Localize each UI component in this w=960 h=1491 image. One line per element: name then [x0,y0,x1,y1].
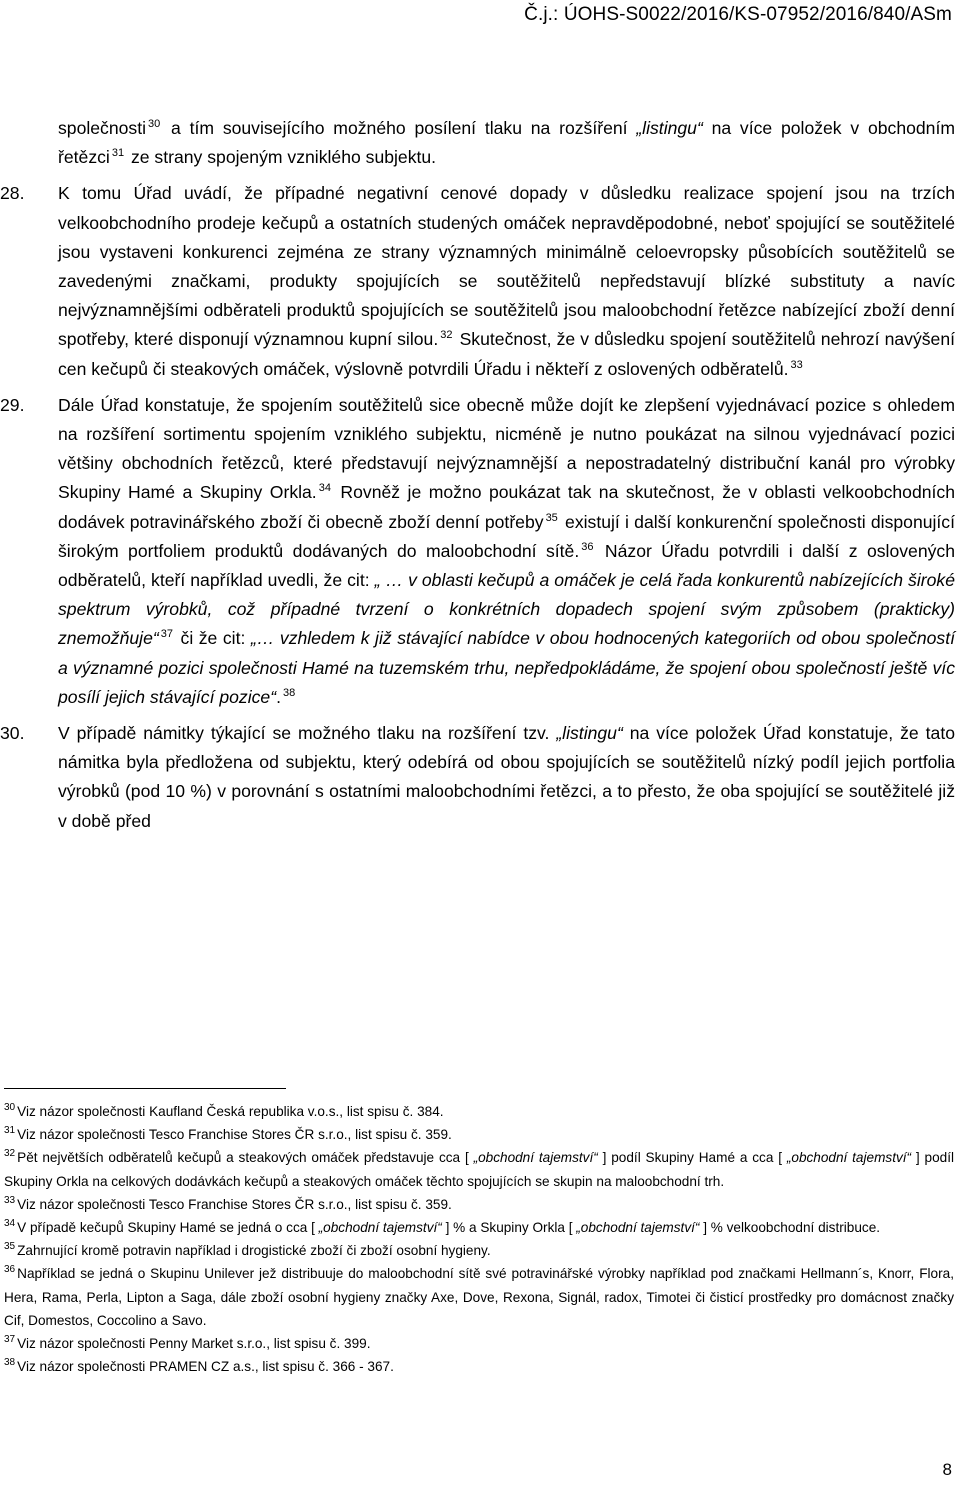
paragraph-30: 30. V případě námitky týkající se možného tlaku na rozšíření tzv. „listingu“ na více položek Úřad konstatuje, že tato námitka byla předložena od subjektu, který odebírá od obou spojujících se soutěžitelů nízký podíl jejich portfolia výrobků (pod 10 %) v porovnání s ostatními maloobchodními řetězci, a to přesto, že oba spojující se soutěžitelé již v době před [58,719,955,836]
footnote-ref-32[interactable]: 32 [440,329,453,342]
footnote-ref-30[interactable]: 30 [148,118,161,130]
footnote-37: $^{37}$ Viz názor společnosti Penny Market s.r.o., list spisu č. 399. [4,1334,371,1352]
paragraph-29: 29. Dále Úřad konstatuje, že spojením soutěžitelů sice obecně může dojít ke zlepšení vyjednávací pozice s ohledem na rozšíření sortimentu spojením vzniklého subjektu, nicméně je nutno poukázat na silnou vyjednávací pozici většiny obchodních řetězců, které představují nejvýznamnější a nepostradatelný distribuční kanál pro výrobky Skupiny Hamé a Skupiny Orkla. $^{34}$ Rovněž je možno poukázat tak na skutečnost, že v oblasti velkoobchodních dodávek potravinářského zboží či obecně zboží denní potřeby $^{35}$ existují i další konkurenční společnosti disponující širokým portfoliem produktů dodávaných do maloobchodní sítě. $^{36}$ Názor Úřadu potvrdili i další z oslovených odběratelů, kteří například uvedli, že cit: „ … v oblasti kečupů a omáček je celá řada konkurentů nabízejících široké spektrum výrobků, což případné tvrzení o konkrétních dopadech spojení svým způsobem (prakticky) znemožňuje“ $^{37}$ či že cit: „… vzhledem k již stávající nabídce v obou hodnocených kategoriích od obou společností a významné pozici společnosti Hamé na tuzemském trhu, nepředpokládáme, že spojení obou společností ještě víc posílí jejich stávající pozice“. $^{38}$ [58,391,955,712]
footnote-33: $^{33}$ Viz názor společnosti Tesco Franchise Stores ČR s.r.o., list spisu č. 359. [4,1194,452,1212]
footnote-ref-34[interactable]: 34 [318,482,331,495]
footnote-36: $^{36}$ Například se jedná o Skupinu Unilever jež distribuuje do maloobchodní sítě své potravinářské výrobky například pod značkami Hellmann´s, Knorr, Flora, Hera, Rama, Perla, Lipton a Saga, dále zboží osobní hygieny značky Axe, Dove, Rexona, Signál, radox, Timotei či čisticí prostředky pro domácnost značky Cif, Domestos, Coccolino a Savo. [4,1264,954,1328]
footnote-separator [4,1088,286,1089]
footnote-31: $^{31}$ Viz názor společnosti Tesco Franchise Stores ČR s.r.o., list spisu č. 359. [4,1125,452,1143]
footnote-ref-36[interactable]: 36 [581,540,594,553]
paragraph-27-continuation: společnosti $^{30}$ a tím souvisejícího možného posílení tlaku na rozšíření „listingu“ na více položek v obchodním řetězci $^{31}$ ze strany spojeným vzniklého subjektu. [58,118,955,168]
document-reference-header: Č.j.: ÚOHS-S0022/2016/KS-07952/2016/840/ASm [524,4,952,25]
footnote-ref-38[interactable]: 38 [282,686,296,699]
quotation: „… vzhledem k již stávající nabídce v obou hodnocených kategoriích od obou společností a významné pozici společnosti Hamé na tuzemském trhu, nepředpokládáme, že spojení obou společností ještě víc posílí jejich stávající pozice“ [58,628,956,707]
footnote-ref-35[interactable]: 35 [545,511,558,524]
paragraph-number: 28. [0,183,25,204]
paragraph-28: 28. K tomu Úřad uvádí, že případné negativní cenové dopady v důsledku realizace spojení jsou na trzích velkoobchodního prodeje kečupů a ostatních studených omáček nepravděpodobné, neboť spojující se soutěžitelé jsou vystaveni konkurenci zejména ze strany významných minimálně celoevropsky působících soutěžitelů se zavedenými značkami, produkty spojujících se soutěžitelů nepředstavují blízké substituty a navíc nejvýznamnějšími odběrateli produktů spojujících se soutěžitelů jsou maloobchodní řetězce nabízející zboží denní spotřeby, které disponují významnou kupní silou. $^{32}$ Skutečnost, že v důsledku spojení soutěžitelů nehrozí navýšení cen kečupů či steakových omáček, výslovně potvrdili Úřadu i někteří z oslovených odběratelů. $^{33}$ [58,179,955,383]
footnote-34: $^{34}$ V případě kečupů Skupiny Hamé se jedná o cca [ „obchodní tajemství“ ] % a Skupiny Orkla [ „obchodní tajemství“ ] % velkoobchodní distribuce. [4,1218,881,1236]
quotation: „ … v oblasti kečupů a omáček je celá řada konkurentů nabízejících široké spektrum výrobků, což případné tvrzení o konkrétních dopadech spojení svým způsobem (prakticky) znemožňuje“ [58,570,955,649]
page-number: 8 [942,1460,952,1479]
footnote-35: $^{35}$ Zahrnující kromě potravin například i drogistické zboží či zboží osobní hygieny. [4,1241,491,1259]
footnotes [4,1100,954,1378]
paragraph-number: 29. [0,394,25,415]
paragraph-number: 30. [0,723,25,744]
footnote-ref-37[interactable]: 37 [160,628,173,641]
main-text [0,114,956,836]
footnote-ref-31[interactable]: 31 [111,147,125,160]
footnote-ref-33[interactable]: 33 [790,358,803,371]
footnote-32: $^{32}$ Pět největších odběratelů kečupů a steakových omáček představuje cca [ „obchodní tajemství“ ] podíl Skupiny Hamé a cca [ „obchodní tajemství“ ] podíl Skupiny Orkla na celkových dodávkách kečupů a steakových omáček těchto spojujících se skupin na maloobchodní trh. [4,1148,955,1189]
footnote-30: $^{30}$ Viz názor společnosti Kaufland Česká republika v.o.s., list spisu č. 384. [4,1102,444,1119]
footnote-38: $^{38}$ Viz názor společnosti PRAMEN CZ a.s., list spisu č. 366 - 367. [4,1357,394,1375]
